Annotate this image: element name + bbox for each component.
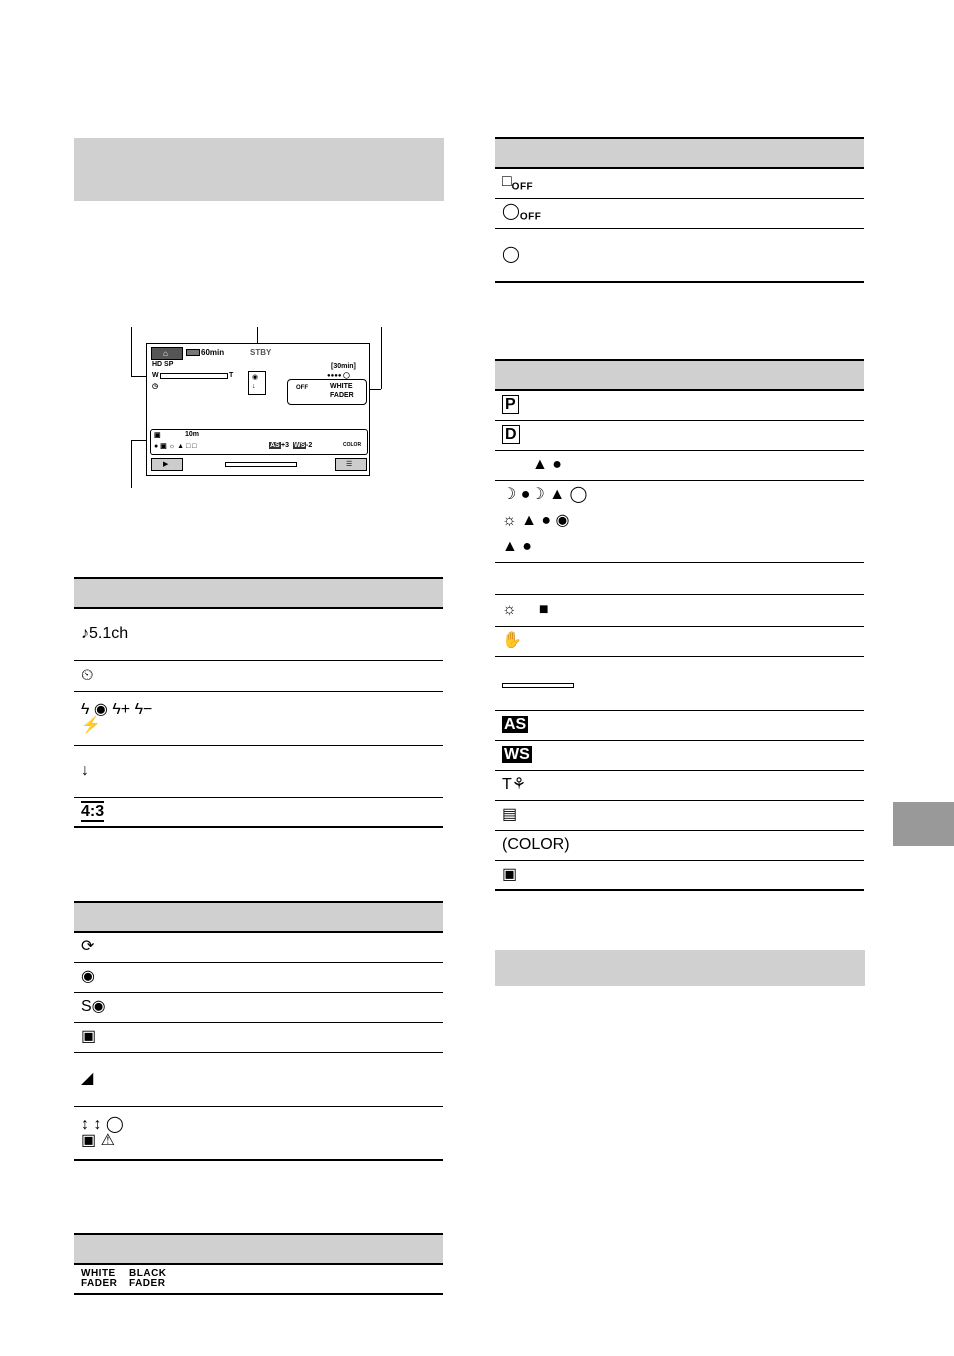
left-table-2 bbox=[74, 901, 443, 1161]
table-row bbox=[495, 390, 864, 420]
x-vcolor-icon: ◢ bbox=[81, 1070, 94, 1087]
white-balance-icons: ☼ ■ bbox=[502, 601, 549, 618]
bottom-indicator-panel bbox=[150, 429, 368, 455]
flash-off-icon: ⚡ bbox=[81, 717, 101, 734]
table-header bbox=[495, 138, 864, 168]
standby-status: STBY bbox=[250, 348, 272, 357]
left-table-3 bbox=[74, 1233, 443, 1295]
table-header bbox=[74, 578, 443, 608]
super-nightshot-icon: S◉ bbox=[81, 998, 106, 1015]
table-row bbox=[74, 932, 443, 962]
eye-icon: ◉ bbox=[252, 374, 259, 381]
tele-macro-icon: T⚘ bbox=[502, 776, 527, 793]
table-row bbox=[74, 992, 443, 1022]
scene-icons: ● ▣ ☼ ▲ □ □ bbox=[154, 443, 197, 450]
disc-off-icon: ◯ bbox=[502, 202, 520, 220]
table-row bbox=[495, 800, 864, 830]
table-row bbox=[495, 656, 864, 710]
repeat-icon: ⟳ bbox=[81, 938, 95, 956]
fader-box bbox=[287, 379, 367, 405]
table-row bbox=[495, 198, 864, 228]
recording-mode: HD SP bbox=[152, 361, 174, 368]
zoom-w: W bbox=[152, 372, 159, 379]
table-header bbox=[495, 360, 864, 390]
self-timer-icon: ⏲ bbox=[81, 666, 94, 684]
play-icon: ▶ bbox=[163, 461, 169, 468]
color-indicator: COLOR bbox=[343, 442, 362, 448]
off-label: OFF bbox=[519, 211, 542, 223]
table-row bbox=[74, 1264, 443, 1294]
ws-indicator: WS bbox=[294, 442, 306, 449]
fader-white: WHITE bbox=[330, 383, 353, 390]
fader-white-label: WHITE bbox=[81, 1268, 116, 1279]
zebra-icon: ▤ bbox=[502, 806, 518, 823]
section-header-left bbox=[74, 138, 444, 201]
table-row bbox=[495, 740, 864, 770]
disc-icon: ◯ bbox=[502, 245, 520, 263]
table-row bbox=[495, 626, 864, 656]
warning-icons: ↕ ↕ ◯ bbox=[81, 1115, 124, 1133]
color-label: COLOR bbox=[507, 836, 565, 853]
table-row bbox=[74, 797, 443, 827]
table-row bbox=[74, 608, 443, 660]
off-label: OFF bbox=[511, 181, 534, 193]
as-value: +3 bbox=[281, 442, 289, 449]
table-row bbox=[495, 228, 864, 282]
zoom-bar bbox=[160, 373, 228, 379]
table-row bbox=[495, 860, 864, 890]
option-button bbox=[335, 458, 367, 471]
warning-icons-2: ▣ ⚠ bbox=[81, 1131, 115, 1149]
table-row bbox=[495, 770, 864, 800]
option-icon: ☰ bbox=[346, 461, 353, 468]
color-slow-shutter-icon: ▣ bbox=[81, 1028, 97, 1045]
nightshot-icon: ◉ bbox=[81, 968, 95, 985]
auto-slow-shutter-icon: AS bbox=[504, 716, 527, 733]
surround-icon: ♪5.1ch bbox=[81, 625, 129, 643]
fader-fader: FADER bbox=[330, 392, 354, 399]
table-row bbox=[495, 168, 864, 198]
interval-value: 10m bbox=[185, 431, 200, 438]
table-row bbox=[495, 420, 864, 450]
playback-button bbox=[151, 458, 183, 471]
self-timer-icon: ◷ bbox=[152, 383, 159, 390]
right-table-2 bbox=[495, 359, 864, 891]
table-row bbox=[495, 710, 864, 740]
table-row bbox=[74, 1022, 443, 1052]
fader-label-2: FADER bbox=[129, 1278, 166, 1289]
aspect-icon: 4:3 bbox=[81, 802, 105, 820]
right-table-1 bbox=[495, 137, 864, 283]
table-row bbox=[74, 745, 443, 797]
table-header bbox=[74, 1234, 443, 1264]
table-row bbox=[74, 1052, 443, 1106]
battery-icon bbox=[186, 349, 200, 356]
mic-level-icon: ↓ bbox=[252, 383, 256, 390]
side-tab bbox=[893, 802, 954, 846]
home-icon: ⌂ bbox=[163, 349, 168, 358]
table-header bbox=[74, 902, 443, 932]
table-row bbox=[74, 660, 443, 691]
center-indicator-box bbox=[248, 371, 266, 395]
table-row bbox=[74, 1106, 443, 1160]
table-row bbox=[495, 450, 864, 480]
battery-time: 60min bbox=[201, 348, 225, 357]
home-button bbox=[151, 347, 183, 360]
progress-track bbox=[225, 462, 297, 467]
face-detection-icon: ▣ bbox=[502, 865, 518, 883]
table-row bbox=[495, 594, 864, 626]
light-off-icon: □ bbox=[502, 172, 512, 190]
table-row bbox=[495, 562, 864, 594]
media-indicator: ●●●● ◯ bbox=[327, 373, 350, 379]
as-indicator: AS bbox=[270, 442, 280, 449]
wide-select-icon: WS bbox=[504, 746, 530, 763]
tele-macro-t: T bbox=[502, 776, 512, 793]
off-indicator: OFF bbox=[296, 385, 308, 391]
table-row bbox=[74, 962, 443, 992]
landscape-portrait-icons: ▲ ● bbox=[532, 456, 562, 473]
portrait-icon: ▣ bbox=[154, 432, 161, 439]
section-header-right bbox=[495, 950, 865, 986]
flash-icons: ϟ ◉ ϟ+ ϟ− bbox=[81, 701, 153, 718]
scene-mode-icons: ☽ ●☽ ▲ ◯ ☼ ▲ ● ◉ ▲ ● bbox=[502, 486, 588, 555]
lcd-screen-illustration bbox=[146, 343, 370, 476]
color-icon: (COLOR) bbox=[502, 836, 570, 853]
table-row bbox=[495, 830, 864, 860]
exposure-bar-icon bbox=[502, 683, 574, 688]
left-table-1 bbox=[74, 577, 443, 828]
remaining-time: [30min] bbox=[331, 363, 356, 370]
digital-effect-icon: D bbox=[502, 425, 520, 444]
table-row bbox=[74, 691, 443, 745]
zoom-t: T bbox=[229, 372, 234, 379]
mic-level-icon: ↓ bbox=[81, 762, 89, 779]
program-ae-icon: P bbox=[502, 395, 519, 414]
fader-label-1: FADER bbox=[81, 1278, 118, 1289]
fader-black-label: BLACK bbox=[129, 1268, 167, 1279]
ws-value: -2 bbox=[306, 442, 313, 449]
table-row bbox=[495, 480, 864, 562]
steadyshot-off-icon: ✋ bbox=[502, 632, 522, 649]
